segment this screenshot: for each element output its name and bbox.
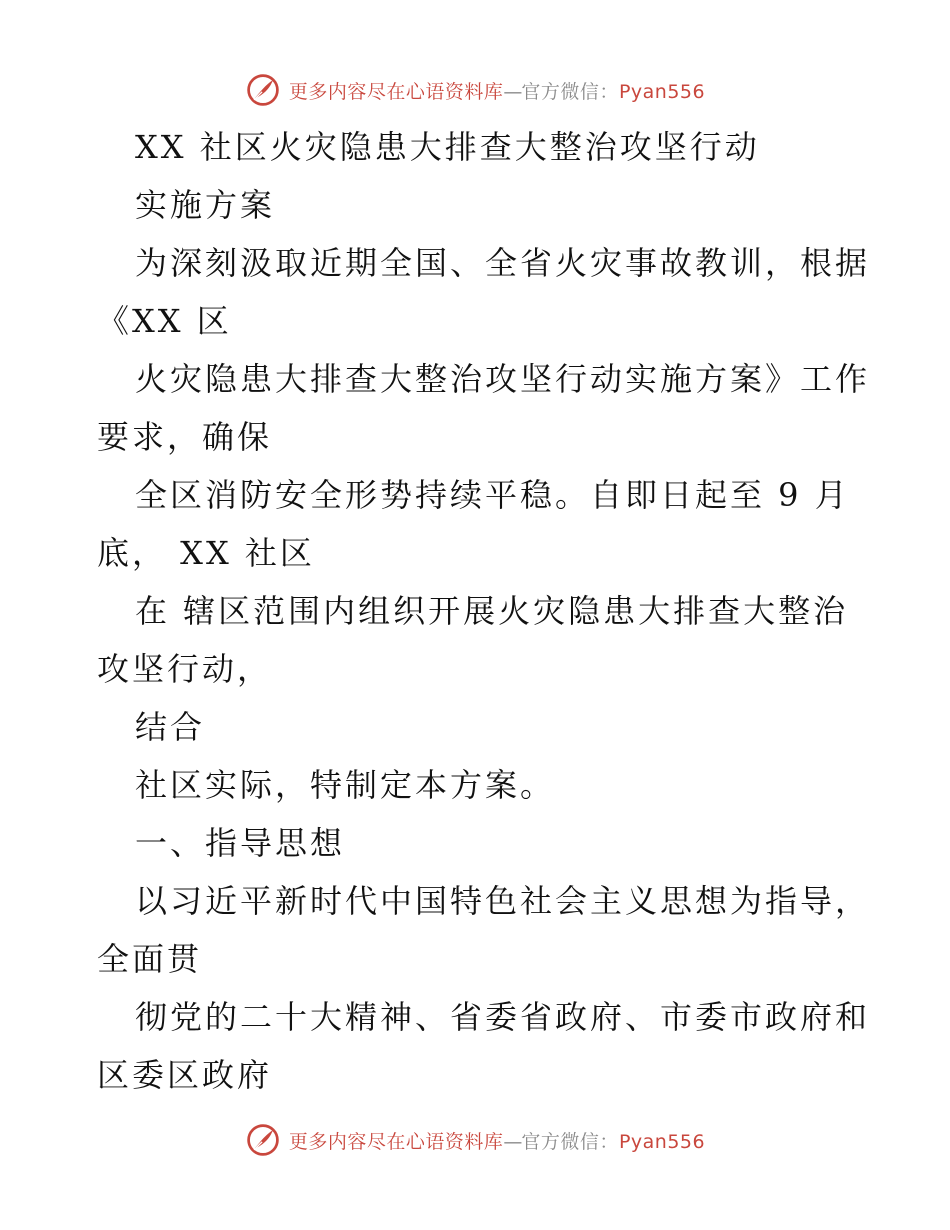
watermark-wechat-id: Pyan556 <box>618 80 706 103</box>
text-line: 攻坚行动， <box>97 650 273 688</box>
document-body <box>97 118 871 1104</box>
text-line: 社区实际，特制定本方案。 <box>135 766 556 804</box>
watermark-separator: — <box>503 80 522 103</box>
text-line: 全区消防安全形势持续平稳。自即日起至 9 月 <box>135 476 850 514</box>
text-line: 区委区政府 <box>97 1056 273 1094</box>
text-line: 彻党的二十大精神、省委省政府、市委市政府和 <box>135 998 871 1036</box>
feather-pen-logo-icon <box>245 1122 281 1158</box>
watermark-prefix: 更多内容尽在心语资料库 <box>288 80 504 103</box>
text-line: 在 辖区范围内组织开展火灾隐患大排查大整治 <box>135 592 849 630</box>
text-line: XX 社区火灾隐患大排查大整治攻坚行动 <box>135 128 760 166</box>
watermark-text <box>289 77 705 104</box>
watermark-prefix: 更多内容尽在心语资料库 <box>288 1130 504 1153</box>
text-line: 为深刻汲取近期全国、全省火灾事故教训，根据 <box>135 244 871 282</box>
watermark-text <box>289 1127 705 1154</box>
text-line: 《XX 区 <box>97 302 232 340</box>
footer-watermark <box>0 1120 950 1160</box>
watermark-wechat-id: Pyan556 <box>618 1130 706 1153</box>
header-watermark <box>0 70 950 110</box>
text-line: 底， XX 社区 <box>97 534 315 572</box>
text-line: 以习近平新时代中国特色社会主义思想为指导， <box>135 882 871 920</box>
text-line: 一、指导思想 <box>135 824 346 862</box>
text-line: 结合 <box>135 708 206 746</box>
watermark-wechat-label: 官方微信： <box>521 80 619 103</box>
watermark-wechat-label: 官方微信： <box>521 1130 619 1153</box>
text-line: 全面贯 <box>97 940 203 978</box>
text-line: 要求，确保 <box>97 418 273 456</box>
text-line: 实施方案 <box>135 186 276 224</box>
text-line: 火灾隐患大排查大整治攻坚行动实施方案》工作 <box>135 360 871 398</box>
feather-pen-logo-icon <box>245 72 281 108</box>
watermark-separator: — <box>503 1130 522 1153</box>
